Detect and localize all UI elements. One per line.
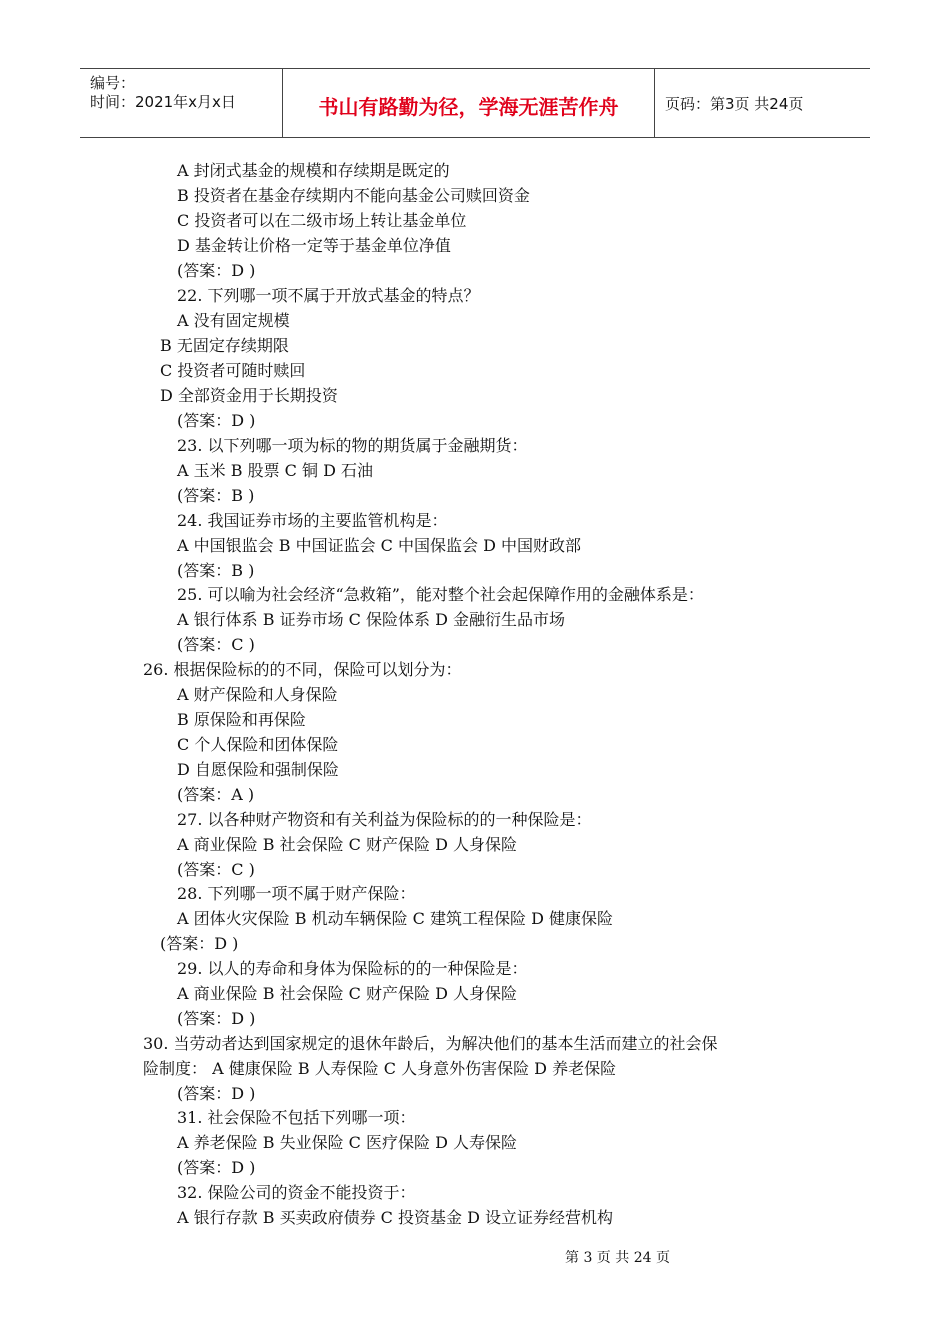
text-line: B 无固定存续期限 [160,336,289,355]
answer-line: (答案：C ) [177,635,255,654]
header-page-cell [655,69,870,137]
text-line: A 商业保险 B 社会保险 C 财产保险 D 人身保险 [177,835,517,854]
question-line: 26. 根据保险标的的不同，保险可以划分为： [143,660,462,679]
header-left-cell [80,69,283,137]
text-line: A 银行存款 B 买卖政府债券 C 投资基金 D 设立证券经营机构 [177,1208,613,1227]
motto: 书山有路勤为径，学海无涯苦作舟 [318,95,619,119]
text-line: A 财产保险和人身保险 [177,685,338,704]
question-line: 30. 当劳动者达到国家规定的退休年龄后，为解决他们的基本生活而建立的社会保 [143,1034,718,1053]
question-line: 32. 保险公司的资金不能投资于： [177,1183,416,1202]
text-line: B 投资者在基金存续期内不能向基金公司赎回资金 [177,186,530,205]
answer-line: (答案：B ) [177,561,255,580]
text-line: D 基金转让价格一定等于基金单位净值 [177,236,451,255]
text-line: A 养老保险 B 失业保险 C 医疗保险 D 人寿保险 [177,1133,517,1152]
answer-line: (答案：B ) [177,486,255,505]
answer-line: (答案：C ) [177,860,255,879]
text-line: A 中国银监会 B 中国证监会 C 中国保监会 D 中国财政部 [177,536,581,555]
question-line: 31. 社会保险不包括下列哪一项： [177,1108,416,1127]
text-line: A 银行体系 B 证券市场 C 保险体系 D 金融衍生品市场 [177,610,565,629]
question-line: 25. 可以喻为社会经济“急救箱”，能对整个社会起保障作用的金融体系是： [177,585,704,604]
page-footer: 第 3 页 共 24 页 [565,1250,670,1266]
text-line: 险制度： A 健康保险 B 人寿保险 C 人身意外伤害保险 D 养老保险 [143,1059,617,1078]
text-line: A 没有固定规模 [177,311,290,330]
answer-line: (答案：D ) [160,934,239,953]
text-line: A 商业保险 B 社会保险 C 财产保险 D 人身保险 [177,984,517,1003]
serial-label: 编号： [90,74,136,92]
text-line: A 玉米 B 股票 C 铜 D 石油 [177,461,373,480]
text-line: A 封闭式基金的规模和存续期是既定的 [177,161,450,180]
page-number-label: 页码：第3页 共24页 [665,95,804,113]
text-line: C 个人保险和团体保险 [177,735,339,754]
text-line: C 投资者可以在二级市场上转让基金单位 [177,211,467,230]
text-line: A 团体火灾保险 B 机动车辆保险 C 建筑工程保险 D 健康保险 [177,909,613,928]
time-label: 时间：2021年x月x日 [90,93,236,111]
text-line: D 全部资金用于长期投资 [160,386,338,405]
question-line: 27. 以各种财产物资和有关利益为保险标的的一种保险是： [177,810,592,829]
question-line: 29. 以人的寿命和身体为保险标的的一种保险是： [177,959,528,978]
question-line: 28. 下列哪一项不属于财产保险： [177,884,416,903]
answer-line: (答案：D ) [177,261,256,280]
question-line: 23. 以下列哪一项为标的物的期货属于金融期货： [177,436,528,455]
header-table [80,68,870,138]
header-motto-cell [283,69,655,137]
answer-line: (答案：D ) [177,1158,256,1177]
question-line: 22. 下列哪一项不属于开放式基金的特点？ [177,286,480,305]
question-line: 24. 我国证券市场的主要监管机构是： [177,511,448,530]
answer-line: (答案：D ) [177,1009,256,1028]
text-line: C 投资者可随时赎回 [160,361,306,380]
text-line: D 自愿保险和强制保险 [177,760,339,779]
answer-line: (答案：A ) [177,785,255,804]
answer-line: (答案：D ) [177,411,256,430]
text-line: B 原保险和再保险 [177,710,306,729]
answer-line: (答案：D ) [177,1084,256,1103]
